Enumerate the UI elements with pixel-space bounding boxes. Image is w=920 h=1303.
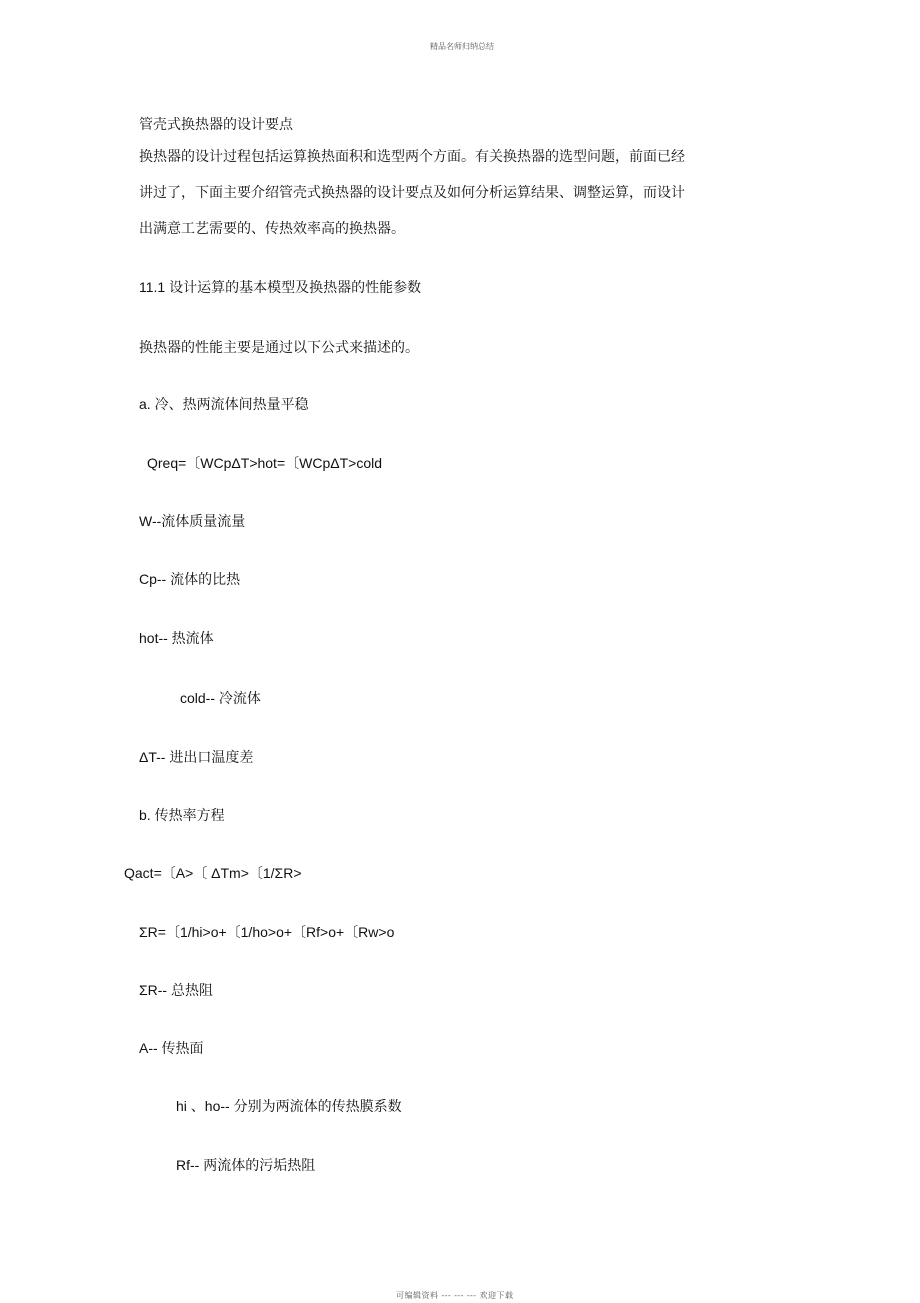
item-a-heading: a. 冷、热两流体间热量平稳 [139,396,309,412]
formula-sum-r: ΣR=〔1/hi>o+〔1/ho>o+〔Rf>o+〔Rw>o [139,924,395,940]
intro-paragraph-line-2: 讲过了，下面主要介绍管壳式换热器的设计要点及如何分析运算结果、调整运算，而设计 [139,185,685,201]
intro-paragraph-line-3: 出满意工艺需要的、传热效率高的换热器。 [139,221,405,237]
definition-hi-ho: hi 、ho-- 分别为两流体的传热膜系数 [176,1098,402,1114]
definition-rf: Rf-- 两流体的污垢热阻 [176,1157,316,1173]
formula-qact: Qact=〔A>〔 ΔTm>〔1/ΣR> [124,865,302,881]
definition-sum-r: ΣR-- 总热阻 [139,982,213,998]
formula-qreq: Qreq=〔WCpΔT>hot=〔WCpΔT>cold [147,455,382,471]
section-heading: 11.1 设计运算的基本模型及换热器的性能参数 [139,279,422,295]
item-b-heading: b. 传热率方程 [139,807,225,823]
page-header: 精品名师归纳总结 [430,42,494,51]
document-title: 管壳式换热器的设计要点 [139,117,293,133]
definition-cp: Cp-- 流体的比热 [139,571,241,587]
intro-paragraph-line-1: 换热器的设计过程包括运算换热面积和选型两个方面。有关换热器的选型问题，前面已经 [139,149,685,165]
definition-cold: cold-- 冷流体 [180,690,261,706]
performance-intro: 换热器的性能主要是通过以下公式来描述的。 [139,339,419,355]
definition-delta-t: ΔT-- 进出口温度差 [139,749,254,765]
definition-a: A-- 传热面 [139,1040,204,1056]
definition-w: W--流体质量流量 [139,513,246,529]
definition-hot: hot-- 热流体 [139,630,214,646]
page-footer: 可编辑资料 --- --- --- 欢迎下载 [396,1291,514,1300]
